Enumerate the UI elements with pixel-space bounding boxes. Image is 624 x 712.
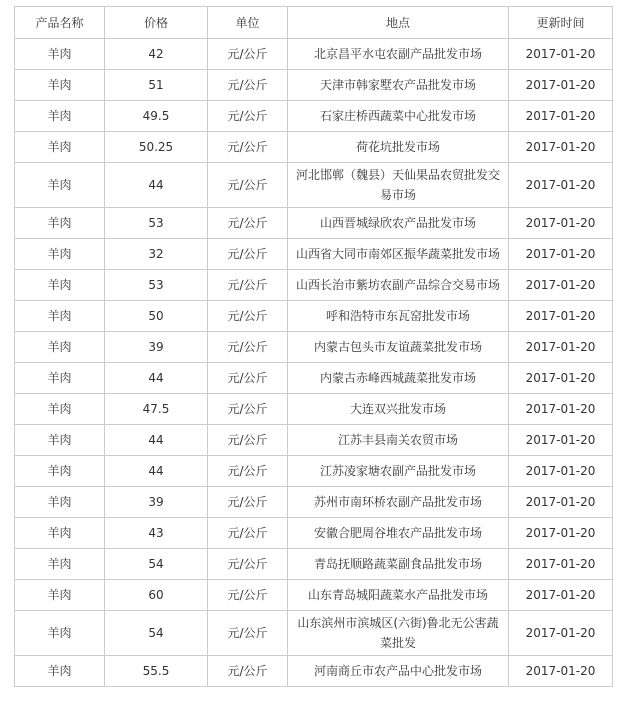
header-update-time: 更新时间 xyxy=(509,7,613,39)
cell-update-time: 2017-01-20 xyxy=(509,394,613,425)
cell-product: 羊肉 xyxy=(15,132,105,163)
cell-price: 44 xyxy=(105,363,208,394)
cell-update-time: 2017-01-20 xyxy=(509,363,613,394)
cell-unit: 元/公斤 xyxy=(208,363,288,394)
header-price: 价格 xyxy=(105,7,208,39)
cell-location: 安徽合肥周谷堆农产品批发市场 xyxy=(288,518,509,549)
cell-location: 河北邯郸（魏县）天仙果品农贸批发交易市场 xyxy=(288,163,509,208)
cell-location: 山西省大同市南郊区振华蔬菜批发市场 xyxy=(288,239,509,270)
cell-product: 羊肉 xyxy=(15,239,105,270)
cell-product: 羊肉 xyxy=(15,611,105,656)
cell-product: 羊肉 xyxy=(15,518,105,549)
cell-unit: 元/公斤 xyxy=(208,611,288,656)
cell-update-time: 2017-01-20 xyxy=(509,132,613,163)
cell-update-time: 2017-01-20 xyxy=(509,656,613,687)
table-row xyxy=(15,394,613,425)
cell-product: 羊肉 xyxy=(15,39,105,70)
cell-update-time: 2017-01-20 xyxy=(509,39,613,70)
table-row xyxy=(15,208,613,239)
table-row xyxy=(15,70,613,101)
cell-product: 羊肉 xyxy=(15,208,105,239)
cell-location: 内蒙古赤峰西城蔬菜批发市场 xyxy=(288,363,509,394)
cell-product: 羊肉 xyxy=(15,270,105,301)
cell-location: 山西晋城绿欣农产品批发市场 xyxy=(288,208,509,239)
cell-location: 山东青岛城阳蔬菜水产品批发市场 xyxy=(288,580,509,611)
cell-price: 50.25 xyxy=(105,132,208,163)
cell-location: 大连双兴批发市场 xyxy=(288,394,509,425)
cell-unit: 元/公斤 xyxy=(208,270,288,301)
cell-unit: 元/公斤 xyxy=(208,456,288,487)
cell-price: 42 xyxy=(105,39,208,70)
cell-product: 羊肉 xyxy=(15,301,105,332)
cell-location: 天津市韩家墅农产品批发市场 xyxy=(288,70,509,101)
table-row xyxy=(15,549,613,580)
header-product: 产品名称 xyxy=(15,7,105,39)
table-row xyxy=(15,656,613,687)
cell-price: 44 xyxy=(105,456,208,487)
cell-update-time: 2017-01-20 xyxy=(509,301,613,332)
cell-unit: 元/公斤 xyxy=(208,518,288,549)
cell-price: 39 xyxy=(105,332,208,363)
cell-location: 山西长治市紫坊农副产品综合交易市场 xyxy=(288,270,509,301)
cell-product: 羊肉 xyxy=(15,549,105,580)
price-table xyxy=(14,6,613,687)
table-row xyxy=(15,580,613,611)
cell-unit: 元/公斤 xyxy=(208,132,288,163)
cell-unit: 元/公斤 xyxy=(208,39,288,70)
table-row xyxy=(15,363,613,394)
cell-unit: 元/公斤 xyxy=(208,332,288,363)
cell-location: 青岛抚顺路蔬菜副食品批发市场 xyxy=(288,549,509,580)
table-row xyxy=(15,425,613,456)
cell-price: 44 xyxy=(105,163,208,208)
cell-unit: 元/公斤 xyxy=(208,208,288,239)
table-header-row xyxy=(15,7,613,39)
cell-location: 荷花坑批发市场 xyxy=(288,132,509,163)
cell-unit: 元/公斤 xyxy=(208,163,288,208)
table-row xyxy=(15,270,613,301)
cell-price: 39 xyxy=(105,487,208,518)
cell-update-time: 2017-01-20 xyxy=(509,239,613,270)
table-row xyxy=(15,39,613,70)
cell-product: 羊肉 xyxy=(15,101,105,132)
cell-product: 羊肉 xyxy=(15,363,105,394)
cell-unit: 元/公斤 xyxy=(208,70,288,101)
cell-unit: 元/公斤 xyxy=(208,487,288,518)
cell-price: 44 xyxy=(105,425,208,456)
cell-price: 51 xyxy=(105,70,208,101)
cell-location: 北京昌平水屯农副产品批发市场 xyxy=(288,39,509,70)
cell-update-time: 2017-01-20 xyxy=(509,270,613,301)
cell-location: 山东滨州市滨城区(六街)鲁北无公害蔬菜批发 xyxy=(288,611,509,656)
cell-update-time: 2017-01-20 xyxy=(509,456,613,487)
table-row xyxy=(15,456,613,487)
cell-location: 河南商丘市农产品中心批发市场 xyxy=(288,656,509,687)
cell-unit: 元/公斤 xyxy=(208,301,288,332)
table-row xyxy=(15,163,613,208)
cell-price: 60 xyxy=(105,580,208,611)
table-row xyxy=(15,301,613,332)
cell-unit: 元/公斤 xyxy=(208,101,288,132)
table-row xyxy=(15,332,613,363)
table-row xyxy=(15,518,613,549)
cell-location: 苏州市南环桥农副产品批发市场 xyxy=(288,487,509,518)
cell-product: 羊肉 xyxy=(15,656,105,687)
cell-product: 羊肉 xyxy=(15,70,105,101)
cell-unit: 元/公斤 xyxy=(208,656,288,687)
table-row xyxy=(15,239,613,270)
cell-price: 50 xyxy=(105,301,208,332)
cell-price: 53 xyxy=(105,208,208,239)
cell-location: 石家庄桥西蔬菜中心批发市场 xyxy=(288,101,509,132)
cell-product: 羊肉 xyxy=(15,580,105,611)
cell-update-time: 2017-01-20 xyxy=(509,518,613,549)
cell-update-time: 2017-01-20 xyxy=(509,332,613,363)
cell-location: 江苏丰县南关农贸市场 xyxy=(288,425,509,456)
header-unit: 单位 xyxy=(208,7,288,39)
cell-location: 江苏凌家塘农副产品批发市场 xyxy=(288,456,509,487)
cell-update-time: 2017-01-20 xyxy=(509,163,613,208)
cell-update-time: 2017-01-20 xyxy=(509,208,613,239)
table-row xyxy=(15,487,613,518)
cell-update-time: 2017-01-20 xyxy=(509,101,613,132)
cell-update-time: 2017-01-20 xyxy=(509,70,613,101)
cell-unit: 元/公斤 xyxy=(208,394,288,425)
cell-product: 羊肉 xyxy=(15,163,105,208)
cell-update-time: 2017-01-20 xyxy=(509,611,613,656)
cell-price: 54 xyxy=(105,611,208,656)
cell-price: 53 xyxy=(105,270,208,301)
cell-update-time: 2017-01-20 xyxy=(509,580,613,611)
cell-unit: 元/公斤 xyxy=(208,425,288,456)
header-location: 地点 xyxy=(288,7,509,39)
cell-update-time: 2017-01-20 xyxy=(509,487,613,518)
table-row xyxy=(15,611,613,656)
cell-price: 55.5 xyxy=(105,656,208,687)
table-row xyxy=(15,101,613,132)
cell-price: 54 xyxy=(105,549,208,580)
table-row xyxy=(15,132,613,163)
cell-price: 47.5 xyxy=(105,394,208,425)
cell-location: 内蒙古包头市友谊蔬菜批发市场 xyxy=(288,332,509,363)
cell-update-time: 2017-01-20 xyxy=(509,549,613,580)
cell-location: 呼和浩特市东瓦窑批发市场 xyxy=(288,301,509,332)
cell-price: 49.5 xyxy=(105,101,208,132)
cell-product: 羊肉 xyxy=(15,394,105,425)
cell-unit: 元/公斤 xyxy=(208,580,288,611)
cell-unit: 元/公斤 xyxy=(208,549,288,580)
cell-price: 32 xyxy=(105,239,208,270)
cell-update-time: 2017-01-20 xyxy=(509,425,613,456)
cell-product: 羊肉 xyxy=(15,425,105,456)
cell-product: 羊肉 xyxy=(15,332,105,363)
cell-product: 羊肉 xyxy=(15,456,105,487)
cell-product: 羊肉 xyxy=(15,487,105,518)
cell-price: 43 xyxy=(105,518,208,549)
cell-unit: 元/公斤 xyxy=(208,239,288,270)
